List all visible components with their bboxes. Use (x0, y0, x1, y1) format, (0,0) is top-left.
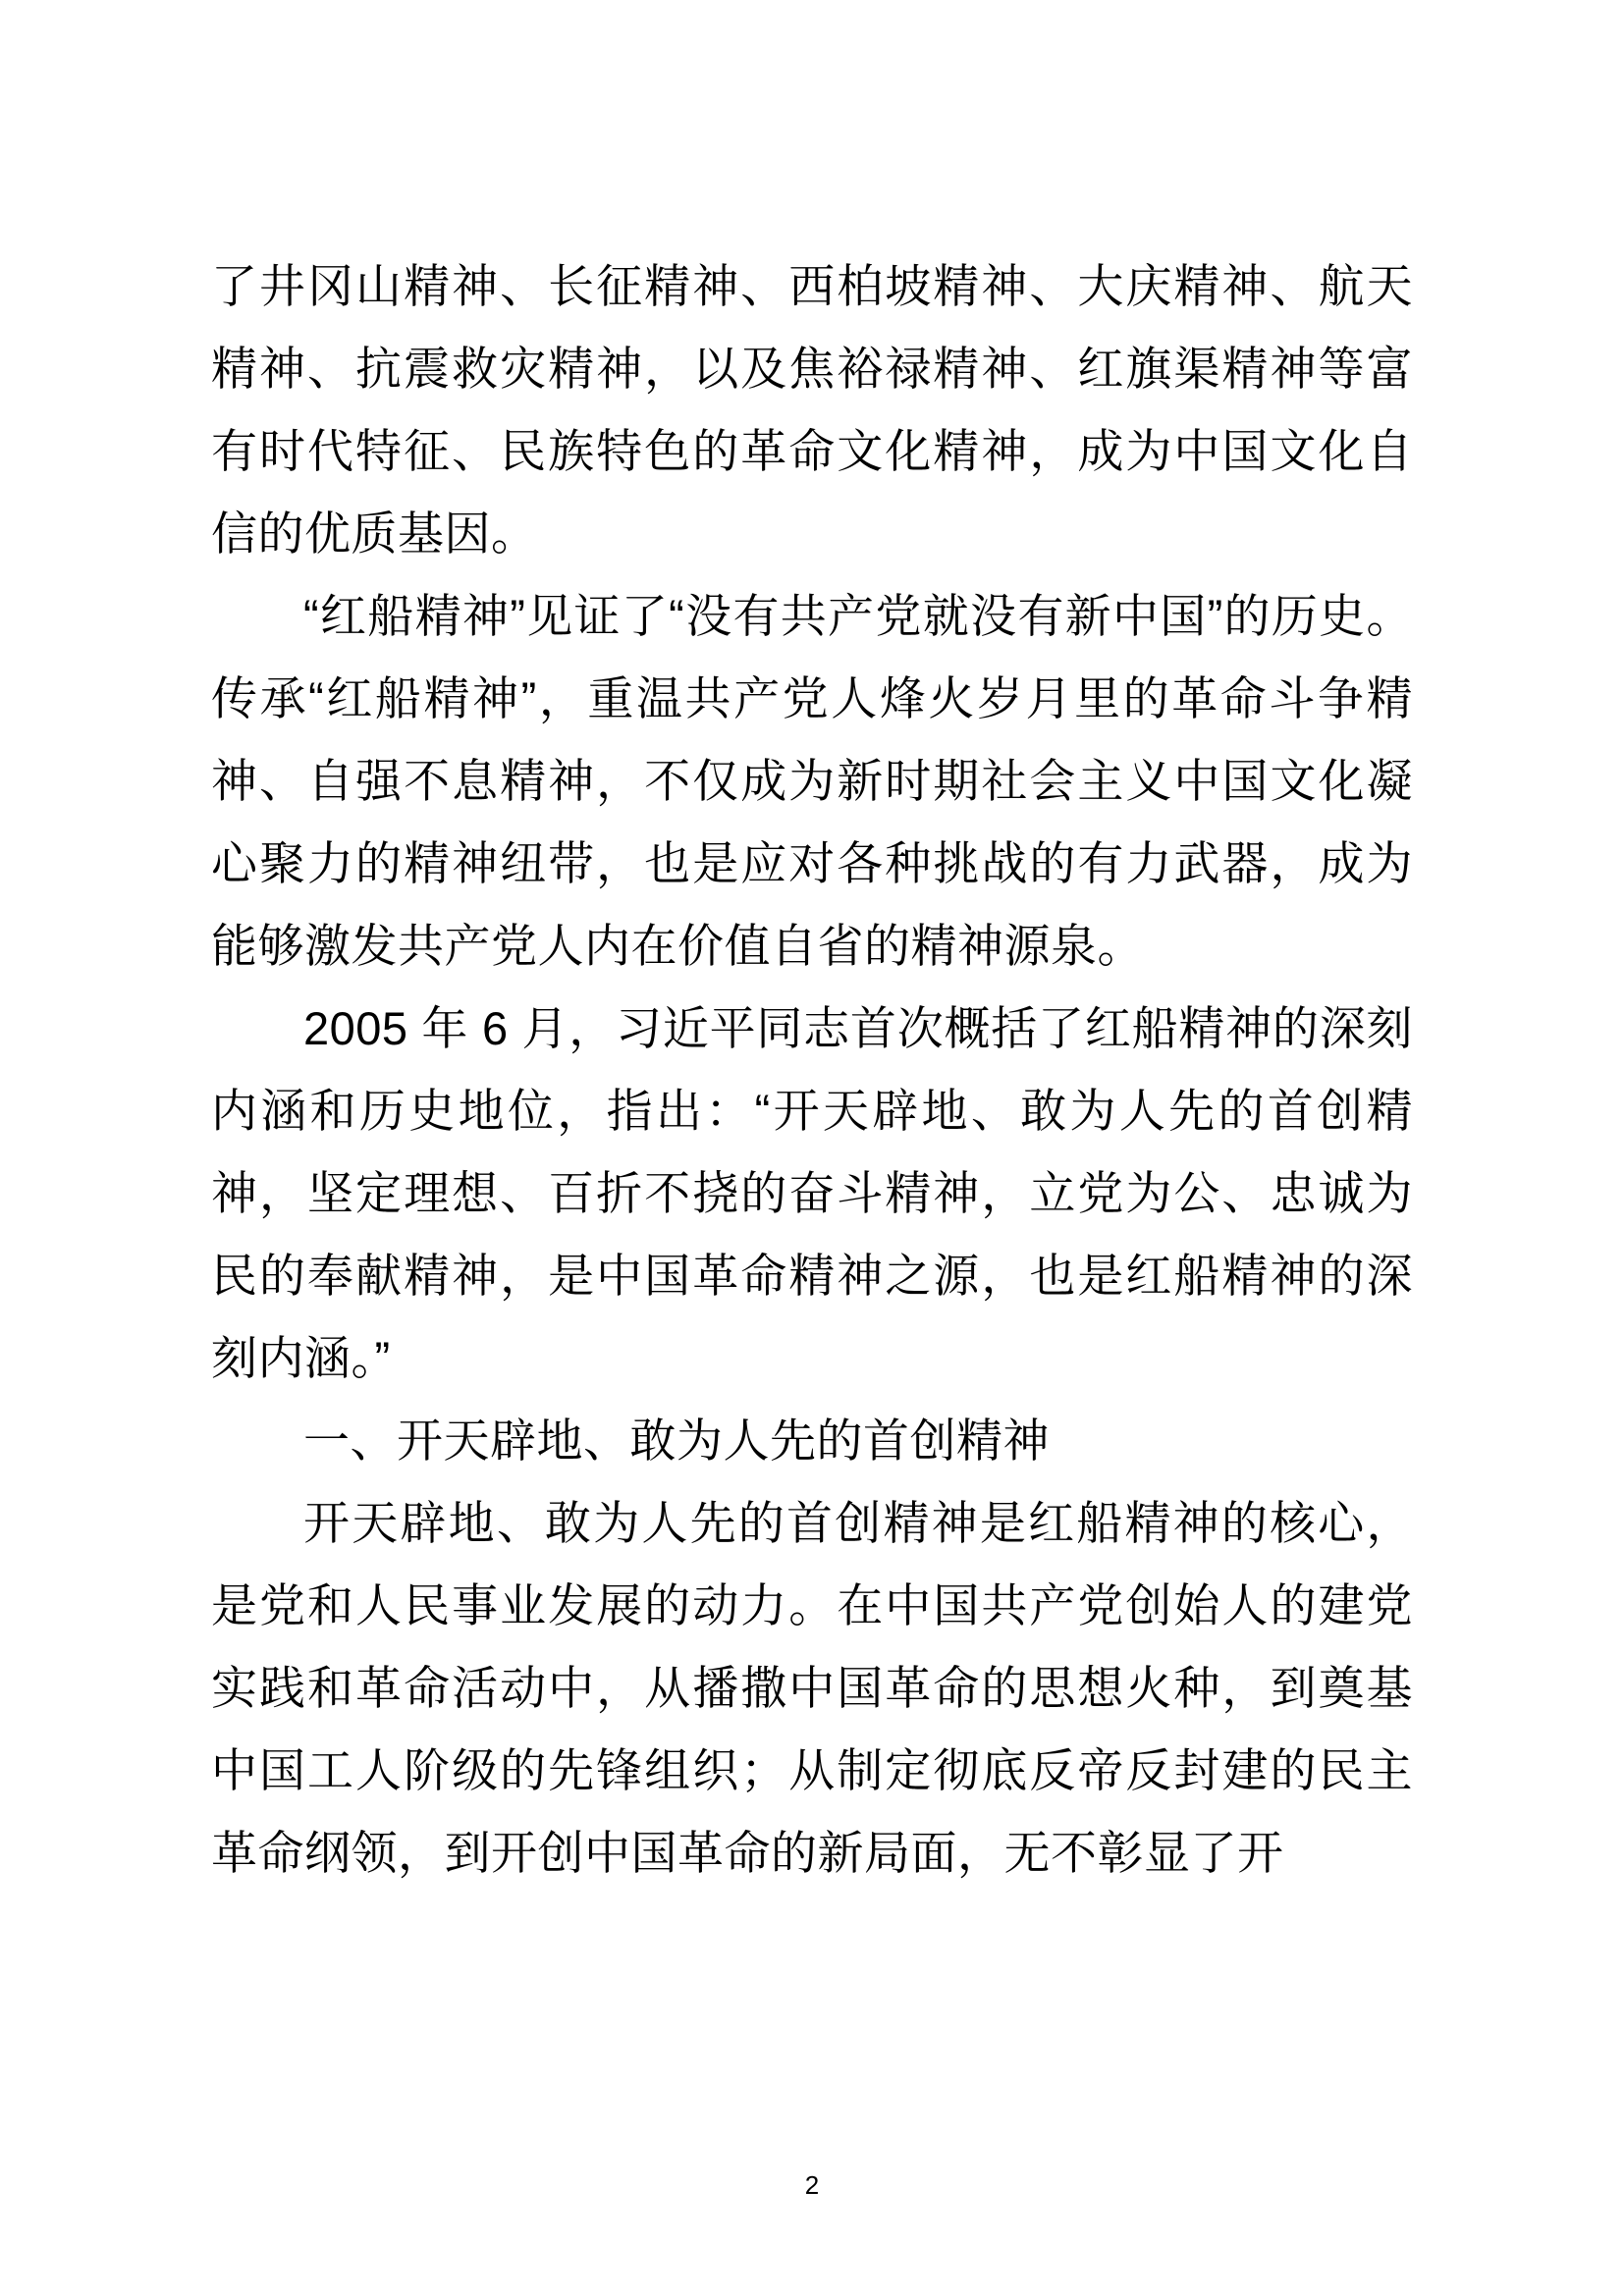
document-body (211, 245, 1413, 1895)
paragraph-3: 2005 年 6 月，习近平同志首次概括了红船精神的深刻内涵和历史地位，指出：“开天辟地、敢为人先的首创精神，坚定理想、百折不挠的奋斗精神，立党为公、忠诚为民的奉献精神，是中国革命精神之源，也是红船精神的深刻内涵。” (211, 1002, 1413, 1384)
paragraph-4: 开天辟地、敢为人先的首创精神是红船精神的核心，是党和人民事业发展的动力。在中国共产党创始人的建党实践和革命活动中，从播撒中国革命的思想火种，到奠基中国工人阶级的先锋组织；从制定彻底反帝反封建的民主革命纲领，到开创中国革命的新局面，无不彰显了开 (211, 1497, 1413, 1879)
paragraph-1: 了井冈山精神、长征精神、西柏坡精神、大庆精神、航天精神、抗震救灾精神，以及焦裕禄精神、红旗渠精神等富有时代特征、民族特色的革命文化精神，成为中国文化自信的优质基因。 (211, 260, 1413, 560)
paragraph-2: “红船精神”见证了“没有共产党就没有新中国”的历史。传承“红船精神”，重温共产党人烽火岁月里的革命斗争精神、自强不息精神，不仅成为新时期社会主义中国文化凝心聚力的精神纽带，也是应对各种挑战的有力武器，成为能够激发共产党人内在价值自省的精神源泉。 (211, 590, 1413, 972)
page-number: 2 (804, 2170, 820, 2200)
section-heading-1: 一、开天辟地、敢为人先的首创精神 (303, 1415, 1050, 1467)
